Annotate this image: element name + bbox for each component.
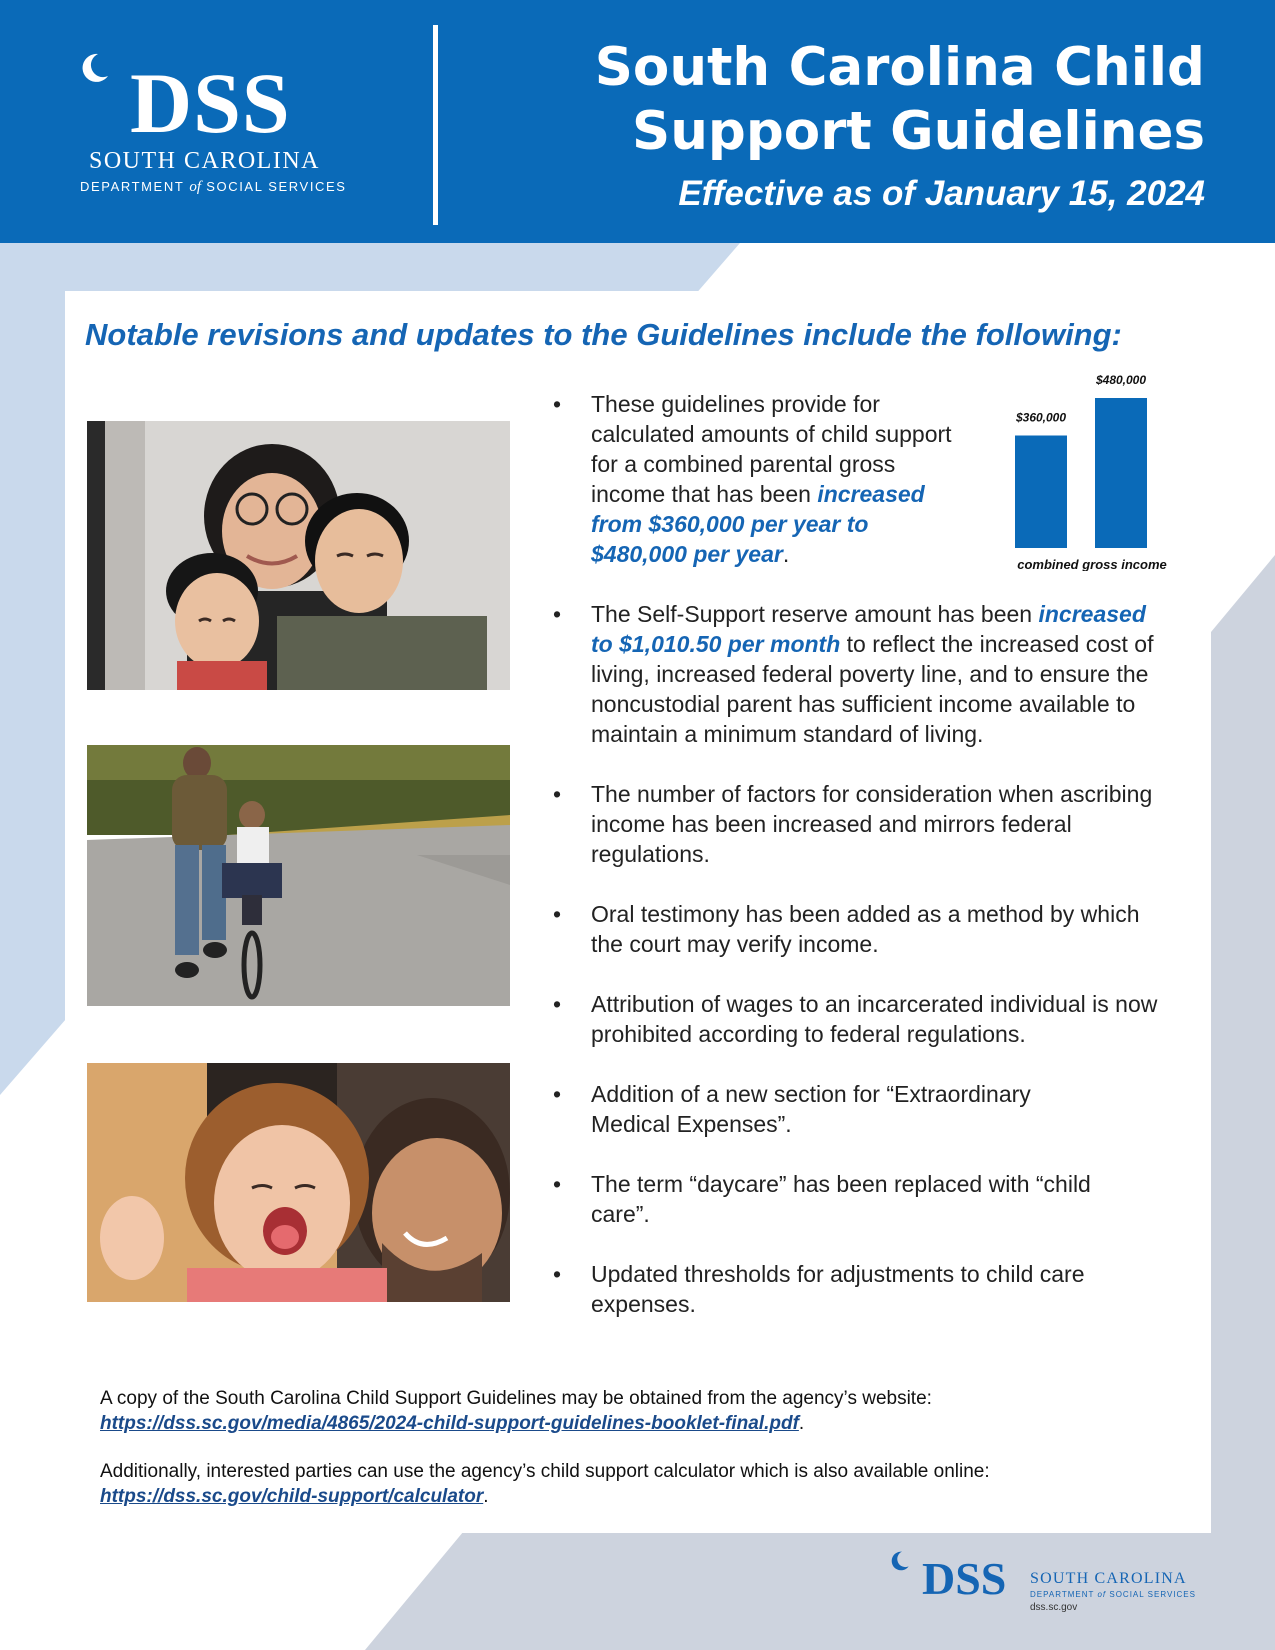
bullet-icon: • [553, 601, 562, 627]
bullet-icon: • [553, 1261, 562, 1287]
bullet-icon: • [553, 1171, 562, 1197]
logo-state: SOUTH CAROLINA [89, 148, 320, 174]
bar-label-360000: $360,000 [1015, 410, 1067, 425]
footer-logo-department: DEPARTMENT of SOCIAL SERVICES [1030, 1590, 1196, 1599]
list-item: • Oral testimony has been added as a method by which the court may verify income. [553, 901, 1140, 957]
list-item: • Updated thresholds for adjustments to child care expenses. [553, 1261, 1085, 1317]
bullet-icon: • [553, 901, 562, 927]
effective-date: Effective as of January 15, 2024 [678, 174, 1205, 213]
guidelines-pdf-link[interactable]: https://dss.sc.gov/media/4865/2024-child-support-guidelines-booklet-final.pdf [100, 1413, 799, 1434]
revision-list [553, 389, 1173, 1349]
footer-logo-acronym: DSS [922, 1553, 1007, 1604]
bullet-icon: • [553, 391, 562, 417]
bullet-icon: • [553, 991, 562, 1017]
bar-label-480000: $480,000 [1095, 373, 1147, 387]
crescent-moon-icon [890, 1550, 910, 1572]
logo-acronym: DSS [130, 55, 291, 151]
crescent-moon-icon [80, 52, 110, 84]
calculator-note: Additionally, interested parties can use the agency’s child support calculator which is also available online: https://dss.sc.gov/child-support/calculator. [100, 1461, 990, 1507]
content-card [65, 291, 1211, 1533]
header-divider [433, 25, 438, 225]
header-banner [0, 0, 1275, 243]
logo-department: DEPARTMENT of SOCIAL SERVICES [80, 179, 347, 195]
list-item: • Attribution of wages to an incarcerated individual is now prohibited according to federal regulations. [553, 991, 1158, 1047]
guidelines-copy-note: A copy of the South Carolina Child Support Guidelines may be obtained from the agency’s website: https://dss.sc.gov/media/4865/2024-child-support-guidelines-booklet-final.pdf. [100, 1388, 932, 1434]
section-heading: Notable revisions and updates to the Guidelines include the following: [85, 317, 1122, 352]
photo-toddler-and-father [87, 1063, 510, 1302]
bullet-icon: • [553, 1081, 562, 1107]
bullet-icon: • [553, 781, 562, 807]
photo-mother-and-sons [87, 421, 510, 690]
list-item: • Addition of a new section for “Extraordinary Medical Expenses”. [553, 1081, 1031, 1137]
dss-footer-logo[interactable] [890, 1548, 1220, 1628]
photo-father-child-cycling [87, 745, 510, 1006]
footer-logo-url: dss.sc.gov [1030, 1602, 1078, 1613]
list-item: • These guidelines provide for calculated amounts of child support for a combined parental gross income that has been increased from $360,000 per year to $480,000 per year. [553, 391, 952, 567]
page-title: South Carolina Child Support Guidelines [594, 37, 1205, 162]
chart-xlabel: combined gross income [1017, 557, 1167, 571]
list-item: • The number of factors for consideration when ascribing income has been increased and mirrors federal regulations. [553, 781, 1153, 867]
footer-info [100, 1386, 1180, 1532]
footer-logo-state: SOUTH CAROLINA [1030, 1570, 1187, 1587]
list-item: • The Self-Support reserve amount has been increased to $1,010.50 per month to reflect the increased cost of living, increased federal poverty line, and to ensure the noncustodial parent has sufficient income available to maintain a minimum standard of living. [553, 601, 1154, 747]
list-item: • The term “daycare” has been replaced with “child care”. [553, 1171, 1091, 1227]
calculator-link[interactable]: https://dss.sc.gov/child-support/calculator [100, 1486, 484, 1507]
